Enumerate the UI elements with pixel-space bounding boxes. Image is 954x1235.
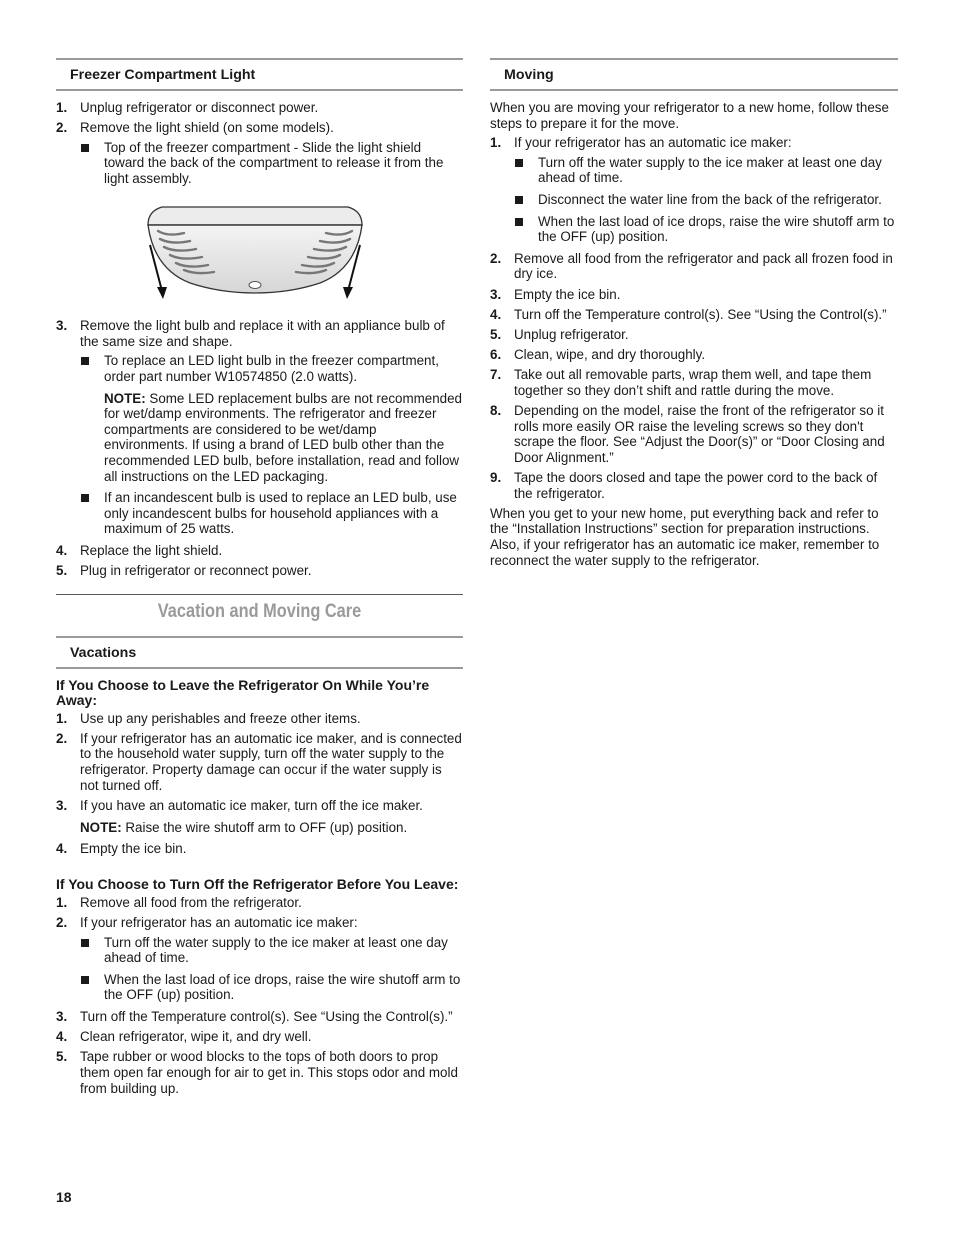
subheading-turn-off: If You Choose to Turn Off the Refrigerator Before You Leave: (56, 875, 459, 892)
step-text: Plug in refrigerator or reconnect power. (80, 563, 312, 579)
step-number: 2 . (56, 915, 67, 931)
freezer-light-steps (56, 100, 463, 187)
bullet-item (80, 972, 463, 1003)
step-number: 6 . (490, 347, 501, 363)
note-label: NOTE: (104, 390, 146, 406)
step-text: Unplug refrigerator. (514, 326, 629, 342)
bullet-text: When the last load of ice drops, raise the wire shutoff arm to the OFF (up) position. (104, 971, 461, 1003)
step-number: 1 . (56, 711, 67, 727)
moving-steps (490, 135, 898, 501)
bullet-text: To replace an LED light bulb in the freezer compartment, order part number W10574850 (2.0 watts). (104, 353, 439, 384)
step-text: If your refrigerator has an automatic ice maker: (514, 135, 792, 151)
step-text: Replace the light shield. (80, 542, 223, 558)
list-item (490, 135, 898, 245)
step-number: 3 . (56, 1009, 67, 1025)
step-text: Use up any perishables and freeze other items. (80, 710, 361, 726)
bullet-list (80, 353, 463, 537)
bullet-item (80, 140, 463, 187)
bullet-text: Turn off the water supply to the ice maker at least one day ahead of time. (538, 154, 882, 186)
section-title: Vacation and Moving Care (157, 600, 362, 622)
step-text: Tape the doors closed and tape the power cord to the back of the refrigerator. (514, 470, 878, 501)
step-text: Turn off the Temperature control(s). See “Using the Control(s).” (514, 306, 887, 322)
square-bullet-icon (515, 218, 523, 226)
step-text: Take out all removable parts, wrap them well, and tape them together so they don’t shift and rattle during the move. (514, 367, 872, 398)
step-text: If your refrigerator has an automatic ice maker: (80, 914, 358, 930)
list-item (56, 731, 463, 793)
step-text: Remove the light bulb and replace it with an appliance bulb of the same size and shape. (80, 318, 445, 349)
subheading-leave-on: If You Choose to Leave the Refrigerator On While You’re Away: (56, 676, 430, 708)
list-item (56, 1009, 463, 1025)
moving-closing: When you get to your new home, put everything back and refer to the “Installation Instructions” section for preparation instructions. Also, if your refrigerator has an automatic ice maker, remember to reconnect the water supply to the refrigerator. (490, 505, 880, 568)
step-number: 5 . (490, 327, 501, 343)
leave-on-steps (56, 711, 463, 857)
right-column (490, 58, 898, 568)
step-text: Empty the ice bin. (514, 286, 621, 302)
list-item (56, 895, 463, 911)
list-item (490, 307, 898, 323)
step-text: Remove the light shield (on some models). (80, 120, 334, 136)
note (80, 820, 463, 836)
list-item (490, 470, 898, 501)
bullet-item (514, 214, 898, 245)
square-bullet-icon (81, 939, 89, 947)
list-item (490, 251, 898, 282)
light-shield-illustration (140, 203, 370, 305)
list-item (56, 318, 463, 537)
freezer-light-steps-continued (56, 318, 463, 579)
bullet-text: Disconnect the water line from the back of the refrigerator. (538, 191, 882, 207)
left-column (56, 58, 463, 1101)
square-bullet-icon (81, 357, 89, 365)
list-item (56, 841, 463, 857)
step-number: 3 . (490, 287, 501, 303)
step-number: 4 . (56, 543, 67, 559)
bullet-list (514, 155, 898, 245)
step-text: Unplug refrigerator or disconnect power. (80, 100, 319, 115)
step-number: 4 . (490, 307, 501, 323)
list-item (56, 915, 463, 1003)
page-number: 18 (56, 1189, 72, 1205)
square-bullet-icon (81, 144, 89, 152)
step-number: 7 . (490, 367, 501, 383)
list-item (56, 563, 463, 579)
bullet-text: Top of the freezer compartment - Slide the light shield toward the back of the compartment to release it from the light assembly. (104, 139, 444, 186)
list-item (56, 711, 463, 727)
section-divider (56, 594, 463, 595)
list-item (490, 367, 898, 398)
bullet-item (80, 935, 463, 966)
note-label: NOTE: (80, 820, 122, 836)
step-number: 8 . (490, 403, 501, 419)
list-item (490, 327, 898, 343)
bullet-text: Turn off the water supply to the ice maker at least one day ahead of time. (104, 934, 448, 966)
list-item (56, 120, 463, 186)
spacer (56, 861, 463, 877)
step-number: 1 . (56, 100, 67, 116)
bullet-item (514, 192, 898, 208)
turn-off-steps (56, 895, 463, 1096)
bullet-text: When the last load of ice drops, raise the wire shutoff arm to the OFF (up) position. (538, 213, 895, 245)
square-bullet-icon (81, 976, 89, 984)
list-item (56, 798, 463, 836)
step-text: Tape rubber or wood blocks to the tops of both doors to prop them open far enough for air to get in. This stops odor and mold from building up. (80, 1049, 458, 1096)
step-text: Remove all food from the refrigerator. (80, 894, 302, 910)
step-number: 1 . (490, 135, 501, 151)
bullet-item (80, 353, 463, 484)
bullet-list (80, 935, 463, 1003)
square-bullet-icon (81, 494, 89, 502)
moving-intro: When you are moving your refrigerator to a new home, follow these steps to prepare it for the move. (490, 100, 889, 131)
step-number: 1 . (56, 895, 67, 911)
step-number: 4 . (56, 841, 67, 857)
list-item (56, 1029, 463, 1045)
step-text: Clean, wipe, and dry thoroughly. (514, 347, 706, 363)
step-number: 2 . (490, 251, 501, 267)
note-text: Raise the wire shutoff arm to OFF (up) position. (125, 820, 408, 836)
square-bullet-icon (515, 159, 523, 167)
step-text: Clean refrigerator, wipe it, and dry well. (80, 1029, 312, 1045)
note (104, 391, 463, 485)
square-bullet-icon (515, 196, 523, 204)
step-number: 3 . (56, 798, 67, 814)
step-number: 2 . (56, 120, 67, 136)
note-text: Some LED replacement bulbs are not recommended for wet/damp environments. The refrigerator and freezer compartments are considered to be wet/damp environments. If using a brand of LED bulb other than the recommended LED bulb, before installation, read and follow all instructions on the LED packaging. (104, 390, 463, 484)
bullet-list (80, 140, 463, 187)
list-item (56, 100, 463, 116)
section-heading-moving: Moving (490, 58, 898, 91)
list-item (56, 543, 463, 559)
step-number: 5 . (56, 563, 67, 579)
list-item (490, 287, 898, 303)
step-number: 2 . (56, 731, 67, 747)
bullet-item (514, 155, 898, 186)
step-text: Empty the ice bin. (80, 840, 187, 856)
bullet-item (80, 490, 463, 537)
step-text: Turn off the Temperature control(s). See “Using the Control(s).” (80, 1008, 453, 1024)
list-item (490, 403, 898, 465)
list-item (56, 1049, 463, 1096)
step-text: Remove all food from the refrigerator and pack all frozen food in dry ice. (514, 250, 893, 282)
step-number: 4 . (56, 1029, 67, 1045)
step-text: If you have an automatic ice maker, turn off the ice maker. (80, 797, 423, 813)
section-heading-freezer-light: Freezer Compartment Light (56, 58, 463, 91)
step-text: Depending on the model, raise the front of the refrigerator so it rolls more easily OR raise the leveling screws so they don't scrape the floor. See “Adjust the Door(s)” or “Door Closing and Door Alignment.” (514, 403, 885, 465)
bullet-text: If an incandescent bulb is used to replace an LED bulb, use only incandescent bulbs for household appliances with a maximum of 25 watts. (104, 490, 457, 537)
step-text: If your refrigerator has an automatic ice maker, and is connected to the household water supply, turn off the water supply to the refrigerator. Property damage can occur if the water supply is not turned off. (80, 730, 462, 793)
section-heading-vacations: Vacations (56, 636, 463, 669)
step-number: 5 . (56, 1049, 67, 1065)
step-number: 9 . (490, 470, 501, 486)
step-number: 3 . (56, 318, 67, 334)
list-item (490, 347, 898, 363)
